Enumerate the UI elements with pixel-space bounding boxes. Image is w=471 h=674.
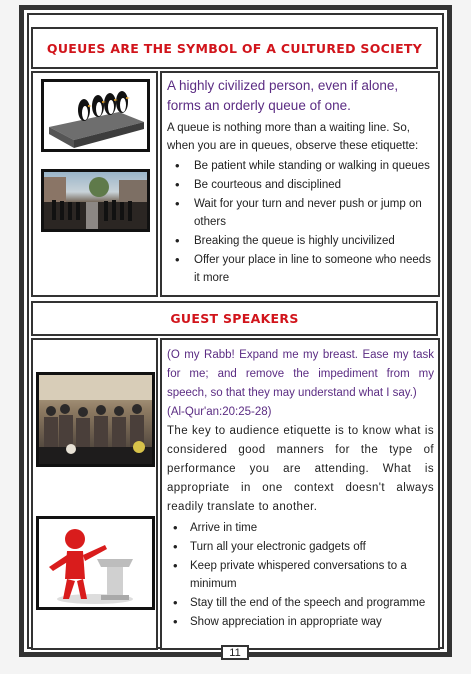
section2-quote: (O my Rabb! Expand me my breast. Ease my task for me; and remove the impediment from my speech, so that they may understand what I say.): [167, 349, 434, 399]
section1-image-column: [31, 71, 158, 297]
speaker-podium-image: [36, 516, 155, 610]
section2-header: [31, 301, 438, 336]
section1-intro: A queue is nothing more than a waiting line. So, when you are in queues, observe these etiquette:: [167, 122, 419, 152]
page-frame: [19, 5, 452, 657]
section2-text-column: [160, 338, 440, 650]
section1-text-column: [160, 71, 440, 297]
list-item: • Be courteous and disciplined: [167, 176, 434, 194]
list-item: • Wait for your turn and never push or jump on others: [167, 195, 434, 231]
section2-body: The key to audience etiquette is to know what is considered good manners for the type of performance you are attending. What is appropriate in one context doesn't always readily translate to another.: [167, 425, 434, 513]
penguins-graphic: [44, 82, 147, 149]
section1-title: QUEUES ARE THE SYMBOL OF A CULTURED SOCIETY: [46, 40, 423, 56]
audience-photo: [36, 372, 155, 467]
list-item: • Breaking the queue is highly uncivilized: [167, 232, 434, 250]
list-item: • Keep private whispered conversations to a minimum: [167, 557, 434, 593]
list-item: • Show appreciation in appropriate way: [167, 613, 434, 631]
list-item: • Stay till the end of the speech and programme: [167, 594, 434, 612]
section1-header: [31, 27, 438, 69]
section2-image-column: [31, 338, 158, 650]
section1-bullet-list: [167, 157, 434, 287]
list-item: • Be patient while standing or walking in queues: [167, 157, 434, 175]
queue-crowd-photo: [41, 169, 150, 232]
section1-lead: A highly civilized person, even if alone, forms an orderly queue of one.: [167, 78, 399, 113]
speaker-graphic: [39, 519, 152, 607]
list-item: • Arrive in time: [167, 519, 434, 537]
crowd-graphic: [44, 172, 147, 229]
audience-graphic: [39, 375, 152, 464]
list-item: • Turn all your electronic gadgets off: [167, 538, 434, 556]
list-item: • Offer your place in line to someone who needs it more: [167, 251, 434, 287]
queue-penguins-image: [41, 79, 150, 152]
section2-title: GUEST SPEAKERS: [170, 311, 299, 326]
page-number: 11: [221, 645, 249, 660]
section2-bullet-list: [167, 519, 434, 631]
section2-citation: (Al-Qur'an:20:25-28): [167, 406, 272, 418]
